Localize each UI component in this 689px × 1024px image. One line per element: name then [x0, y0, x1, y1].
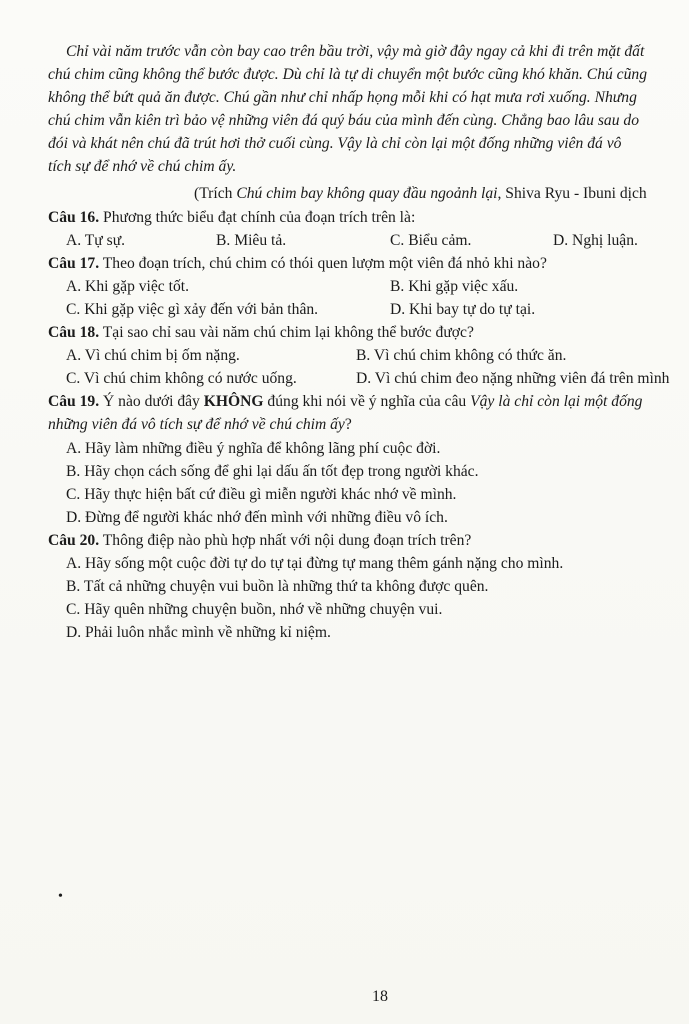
option-19-b: B. Hãy chọn cách sống để ghi lại dấu ấn tốt đẹp trong người khác. — [66, 463, 479, 480]
question-20 — [48, 530, 471, 552]
question-text: Thông điệp nào phù hợp nhất với nội dung đoạn trích trên? — [99, 532, 472, 549]
passage-line-6: tích sự để nhớ về chú chim ấy. — [48, 158, 237, 175]
question-label: Câu 20. — [48, 532, 100, 549]
question-label: Câu 18. — [48, 324, 100, 341]
passage-line-3: không thể bứt quả ăn được. Chú gần như chỉ nhấp họng mỗi khi có hạt mưa rơi xuống. Nhưng — [48, 89, 637, 106]
question-label: Câu 16. — [48, 209, 100, 226]
passage-line-4: chú chim vẫn kiên trì bảo vệ những viên đá quý báu của mình đến cùng. Chẳng bao lâu sau do — [48, 112, 640, 129]
option-19-c: C. Hãy thực hiện bất cứ điều gì miễn người khác nhớ về mình. — [66, 486, 457, 503]
citation-suffix: , Shiva Ryu - Ibuni dịch — [497, 185, 647, 202]
question-text: Tại sao chỉ sau vài năm chú chim lại không thể bước được? — [99, 324, 474, 341]
question-19-continued — [48, 414, 352, 436]
page-number: 18 — [372, 988, 388, 1005]
option-20-d: D. Phải luôn nhắc mình về những kỉ niệm. — [66, 624, 331, 641]
passage-line-2: chú chim cũng không thể bước được. Dù chỉ là tự di chuyển một bước cũng khó khăn. Chú cũng — [48, 66, 647, 83]
option-17-d: D. Khi bay tự do tự tại. — [390, 301, 536, 318]
question-label: Câu 19. — [48, 393, 100, 410]
question-label: Câu 17. — [48, 255, 100, 272]
option-16-b: B. Miêu tả. — [216, 232, 287, 249]
question-text: Theo đoạn trích, chú chim có thói quen lượm một viên đá nhỏ khi nào? — [99, 255, 547, 272]
question-19 — [48, 391, 642, 413]
question-17 — [48, 253, 547, 275]
option-16-d: D. Nghị luận. — [553, 232, 638, 249]
option-18-d: D. Vì chú chim đeo nặng những viên đá trên mình — [356, 370, 670, 387]
passage-line-5: đói và khát nên chú đã trút hơi thở cuối cùng. Vậy là chỉ còn lại một đống những viên đá vô — [48, 135, 622, 152]
option-20-c: C. Hãy quên những chuyện buồn, nhớ về những chuyện vui. — [66, 601, 443, 618]
question-quote-line1: Vậy là chỉ còn lại một đống — [470, 393, 643, 410]
question-text: Phương thức biểu đạt chính của đoạn trích trên là: — [99, 209, 416, 226]
question-18 — [48, 322, 474, 344]
question-text-before: Ý nào dưới đây — [99, 393, 204, 410]
stray-dot-mark: • — [58, 889, 63, 904]
option-18-a: A. Vì chú chim bị ốm nặng. — [66, 347, 240, 364]
question-emphasis: KHÔNG — [203, 393, 264, 410]
question-text-after: đúng khi nói về ý nghĩa của câu — [263, 393, 471, 410]
option-17-a: A. Khi gặp việc tốt. — [66, 278, 189, 295]
option-16-c: C. Biểu cảm. — [390, 232, 472, 249]
question-16 — [48, 207, 415, 229]
option-18-c: C. Vì chú chim không có nước uống. — [66, 370, 297, 387]
option-17-c: C. Khi gặp việc gì xảy đến với bản thân. — [66, 301, 319, 318]
option-20-b: B. Tất cả những chuyện vui buồn là những thứ ta không được quên. — [66, 578, 489, 595]
option-17-b: B. Khi gặp việc xấu. — [390, 278, 519, 295]
citation — [194, 183, 647, 205]
option-20-a: A. Hãy sống một cuộc đời tự do tự tại đừng tự mang thêm gánh nặng cho mình. — [66, 555, 564, 572]
citation-title: Chú chim bay không quay đầu ngoảnh lại — [236, 185, 498, 202]
citation-prefix: (Trích — [194, 185, 237, 202]
option-16-a: A. Tự sự. — [66, 232, 126, 249]
option-19-d: D. Đừng để người khác nhớ đến mình với những điều vô ích. — [66, 509, 448, 526]
question-quote-end: ? — [344, 416, 352, 433]
question-quote-line2: những viên đá vô tích sự để nhớ về chú chim ấy — [48, 416, 345, 433]
passage-line-1: Chỉ vài năm trước vẫn còn bay cao trên bầu trời, vậy mà giờ đây ngay cả khi đi trên mặt đất — [66, 43, 645, 60]
option-18-b: B. Vì chú chim không có thức ăn. — [356, 347, 567, 364]
option-19-a: A. Hãy làm những điều ý nghĩa để không lãng phí cuộc đời. — [66, 440, 441, 457]
